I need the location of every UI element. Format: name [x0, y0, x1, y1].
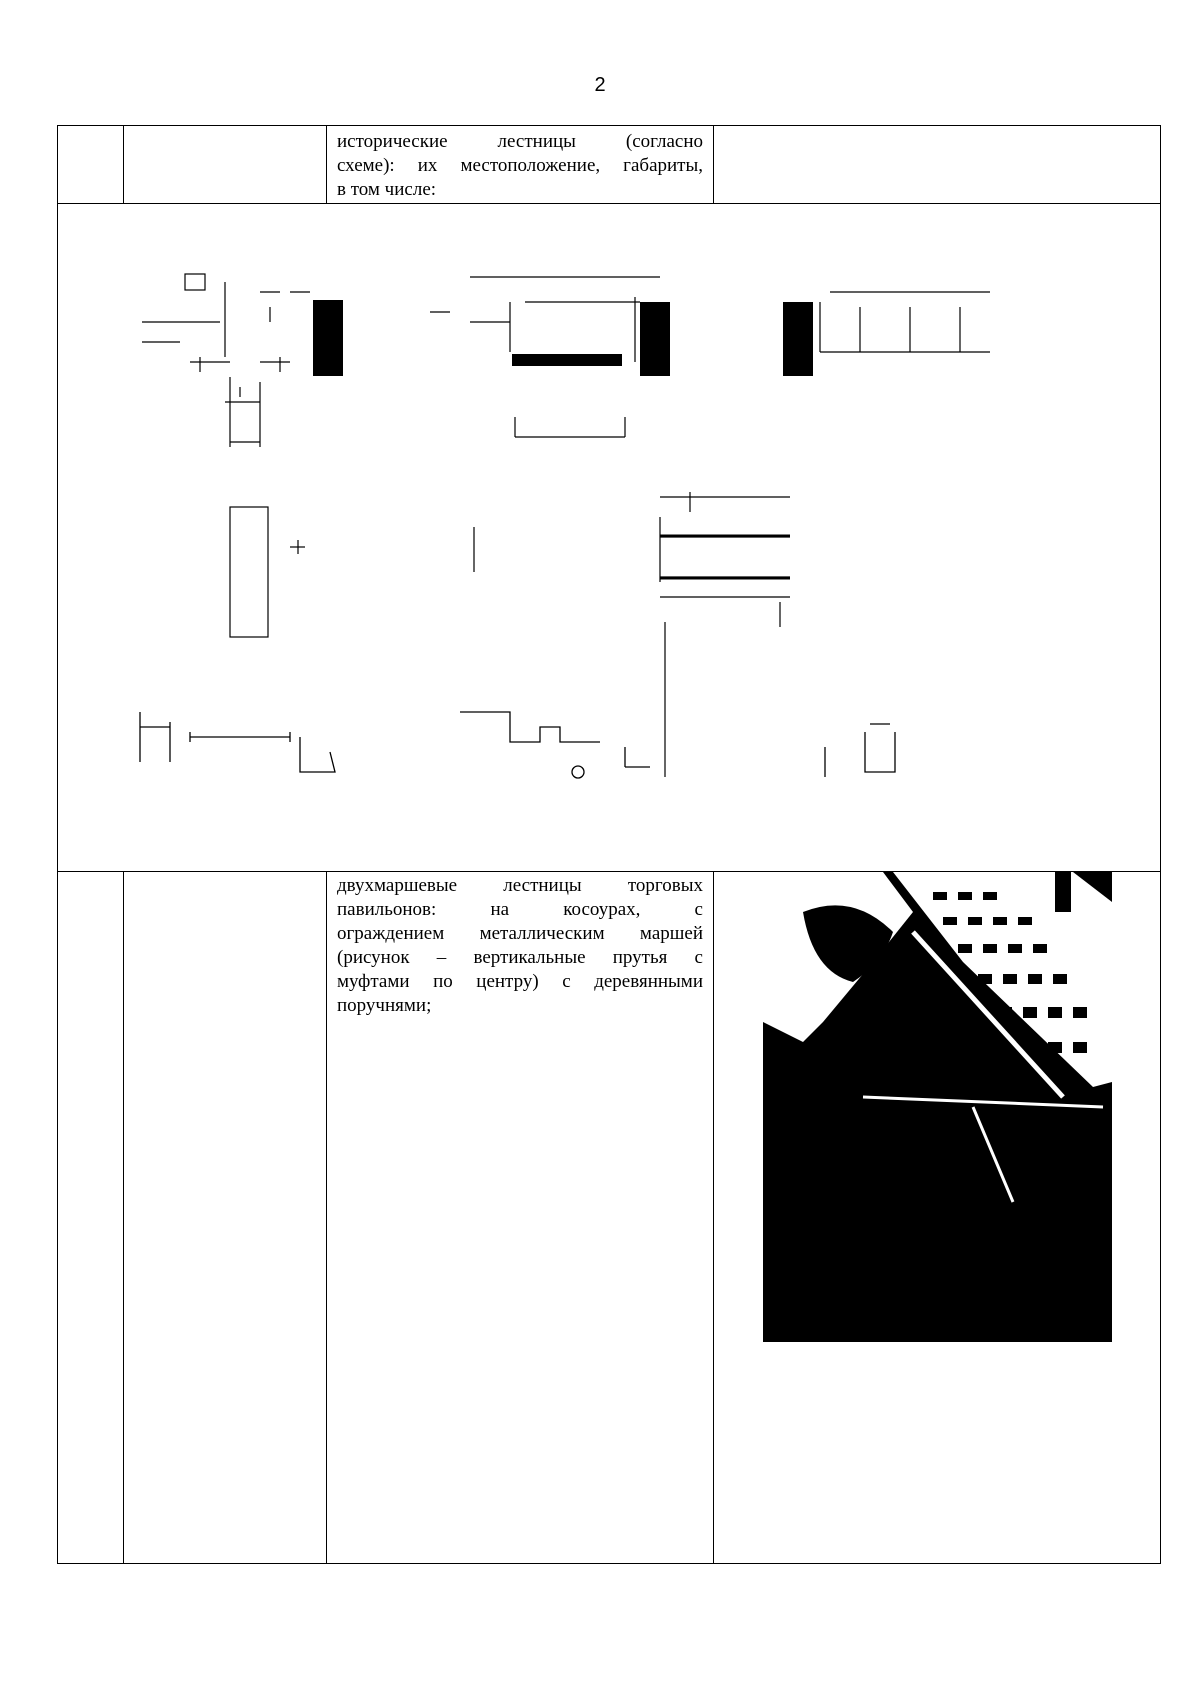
- row1-line-1: исторические лестницы (согласно: [337, 131, 703, 152]
- row3-line-1: двухмаршевые лестницы торговых: [337, 875, 703, 896]
- row3-description: [337, 874, 703, 1018]
- staircase-photo: [763, 872, 1112, 1342]
- stair-scheme-drawing: [130, 262, 1090, 822]
- col-divider-1-row1: [123, 125, 124, 203]
- col-divider-3-row3: [713, 871, 714, 1564]
- row3-line-5: муфтами по центру) с деревянными: [337, 971, 703, 992]
- col-divider-1-row3: [123, 871, 124, 1564]
- col-divider-2-row3: [326, 871, 327, 1564]
- col-divider-2-row1: [326, 125, 327, 203]
- page-number: 2: [594, 74, 606, 96]
- row1-line-2: схеме): их местоположение, габариты,: [337, 155, 703, 176]
- row3-line-6: поручнями;: [337, 995, 432, 1016]
- row3-line-3: ограждением металлическим маршей: [337, 923, 703, 944]
- row3-line-4: (рисунок – вертикальные прутья с: [337, 947, 703, 968]
- row3-line-2: павильонов: на косоурах, с: [337, 899, 703, 920]
- col-divider-3-row1: [713, 125, 714, 203]
- row1-description: [337, 130, 703, 202]
- row-divider-1: [57, 203, 1161, 204]
- row1-line-3: в том числе:: [337, 179, 437, 200]
